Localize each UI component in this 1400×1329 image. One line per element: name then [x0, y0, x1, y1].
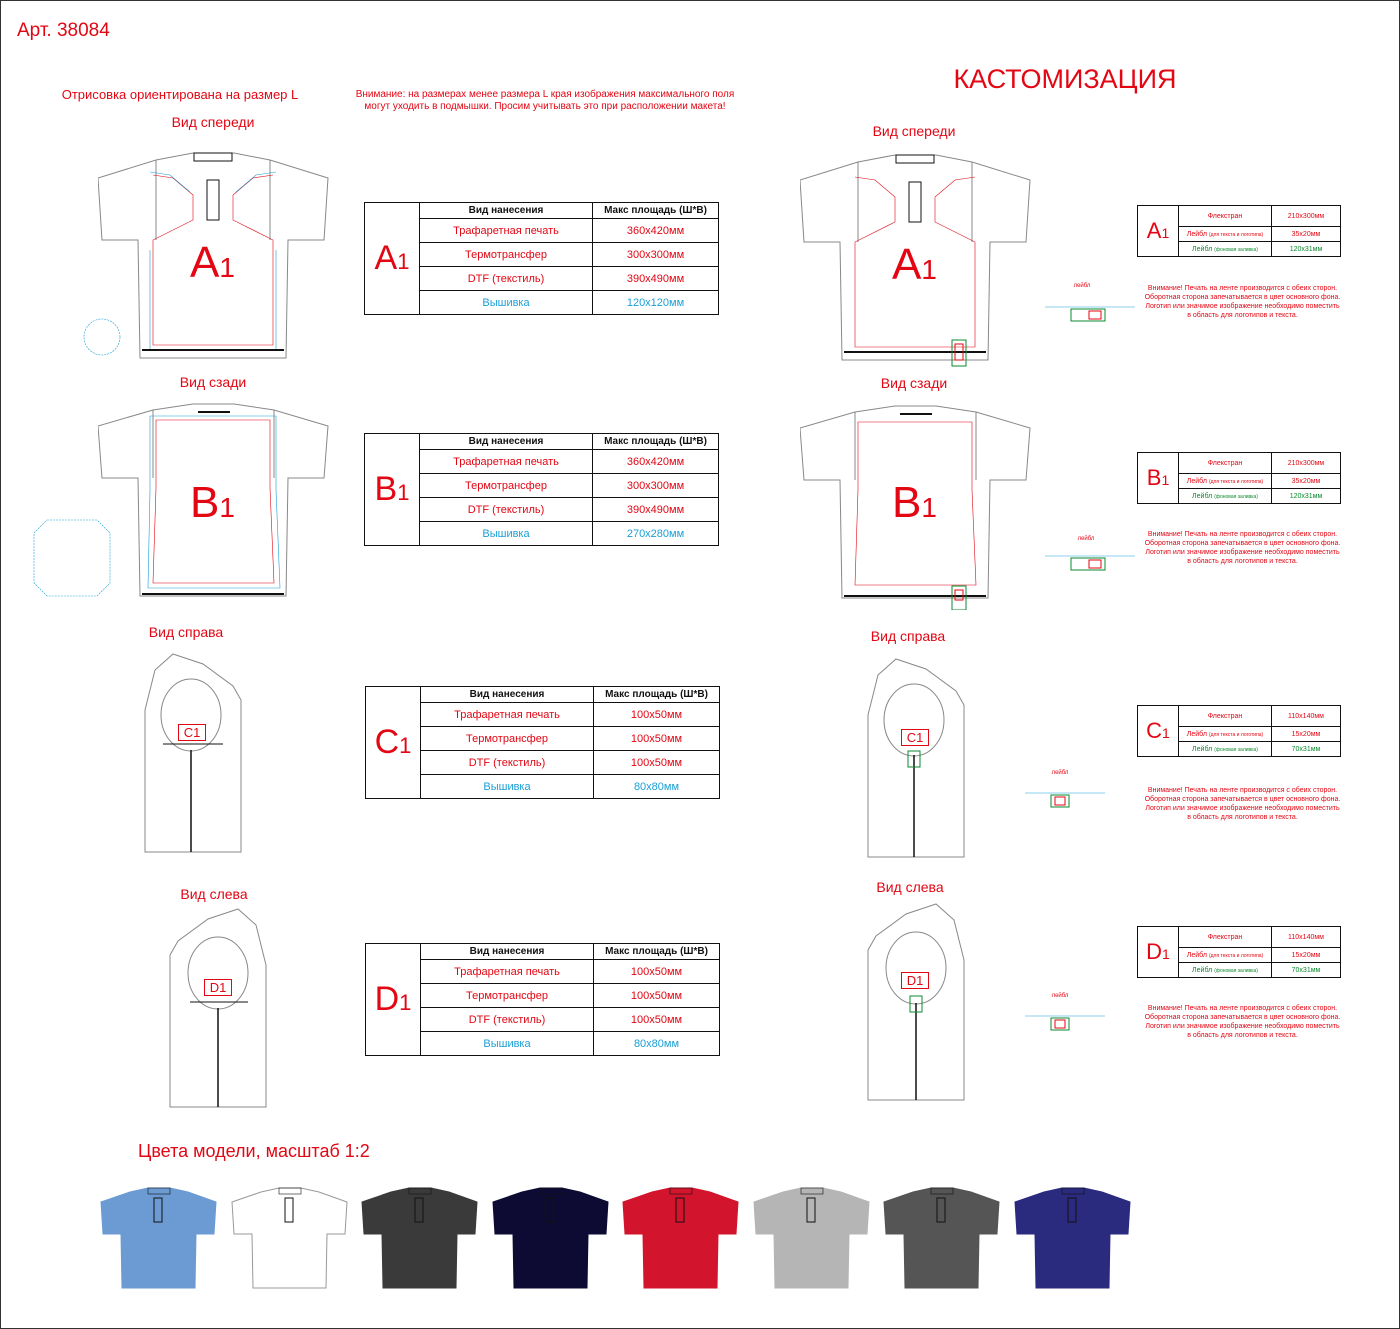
custom-method-flex: Флекстран	[1179, 927, 1272, 948]
col-header-area: Макс площадь (Ш*В)	[593, 203, 719, 219]
col-header-method: Вид нанесения	[420, 203, 593, 219]
area-value: 80x80мм	[594, 1032, 720, 1056]
table-zone-b1-label: B1	[365, 434, 420, 546]
method-dtf: DTF (текстиль)	[420, 498, 593, 522]
custom-area-value: 15x20мм	[1272, 948, 1341, 963]
custom-note-line: Оборотная сторона запечатывается в цвет основного фона.	[1144, 540, 1341, 547]
custom-note-line: в область для логотипов и текста.	[1187, 1032, 1298, 1039]
custom-view-title-front: Вид спереди	[872, 123, 956, 139]
customization-title: КАСТОМИЗАЦИЯ	[953, 64, 1177, 94]
color-swatch-polo	[622, 1186, 740, 1290]
custom-method-label-bg: Лейбл (фоновая заливка)	[1179, 242, 1272, 257]
label-diagram-a	[1045, 295, 1135, 325]
embroidery-sample-shape	[32, 518, 112, 598]
area-value: 100x50мм	[594, 727, 720, 751]
area-value: 100x50мм	[594, 960, 720, 984]
custom-area-value: 110x140мм	[1272, 927, 1341, 948]
custom-table-zone-c1	[1137, 705, 1341, 757]
col-header-area: Макс площадь (Ш*В)	[594, 944, 720, 960]
custom-table-zone-d1	[1137, 926, 1341, 978]
custom-method-label-text: Лейбл (для текста и логотипа)	[1179, 227, 1272, 242]
method-thermo: Термотрансфер	[420, 243, 593, 267]
size-warning-line-1: Внимание: на размерах менее размера L края изображения максимального поля	[355, 89, 735, 100]
color-swatch-polo	[492, 1186, 610, 1290]
custom-table-zone-b1	[1137, 452, 1341, 504]
embroidery-sample-circle	[82, 317, 122, 357]
color-swatch-polo	[100, 1186, 218, 1290]
custom-note-c	[1135, 786, 1350, 822]
method-thermo: Термотрансфер	[421, 984, 594, 1008]
method-screen: Трафаретная печать	[420, 219, 593, 243]
area-value: 100x50мм	[594, 984, 720, 1008]
custom-method-label-bg: Лейбл (фоновая заливка)	[1179, 963, 1272, 978]
custom-note-line: в область для логотипов и текста.	[1187, 814, 1298, 821]
custom-note-line: Логотип или значимое изображение необходимо поместить	[1145, 1023, 1340, 1030]
size-warning-line-2: могут уходить в подмышки. Просим учитывать это при расположении макета!	[364, 101, 726, 112]
label-diagram-b	[1045, 548, 1135, 578]
label-diagram-d	[1025, 1008, 1105, 1038]
custom-note-line: в область для логотипов и текста.	[1187, 558, 1298, 565]
custom-area-value: 15x20мм	[1272, 727, 1341, 742]
area-value: 270x280мм	[593, 522, 719, 546]
method-screen: Трафаретная печать	[420, 450, 593, 474]
custom-zone-label-d1: D1	[901, 972, 929, 989]
zone-label-d1: D1	[204, 979, 232, 996]
area-value: 360x420мм	[593, 219, 719, 243]
area-value: 360x420мм	[593, 450, 719, 474]
method-embroidery: Вышивка	[421, 775, 594, 799]
custom-table-zone-b1-label: B1	[1138, 453, 1179, 504]
method-dtf: DTF (текстиль)	[420, 267, 593, 291]
custom-polo-right-side-drawing	[866, 655, 966, 859]
custom-method-label-text: Лейбл (для текста и логотипа)	[1179, 948, 1272, 963]
method-embroidery: Вышивка	[420, 522, 593, 546]
custom-note-line: в область для логотипов и текста.	[1187, 312, 1298, 319]
custom-table-zone-a1-label: A1	[1138, 206, 1179, 257]
col-header-method: Вид нанесения	[421, 944, 594, 960]
area-value: 120x120мм	[593, 291, 719, 315]
custom-area-value: 120x31мм	[1272, 489, 1341, 504]
col-header-area: Макс площадь (Ш*В)	[593, 434, 719, 450]
custom-zone-label-b1: B1	[892, 478, 937, 527]
color-swatch-polo	[753, 1186, 871, 1290]
label-caption-b: лейбл	[1077, 536, 1095, 542]
custom-note-line: Логотип или значимое изображение необходимо поместить	[1145, 303, 1340, 310]
method-dtf: DTF (текстиль)	[421, 751, 594, 775]
custom-method-label-text: Лейбл (для текста и логотипа)	[1179, 474, 1272, 489]
table-zone-a1-label: A1	[365, 203, 420, 315]
custom-area-value: 70x31мм	[1272, 742, 1341, 757]
custom-method-label-bg: Лейбл (фоновая заливка)	[1179, 489, 1272, 504]
zone-label-b1: B1	[190, 478, 235, 527]
zone-label-a1: A1	[190, 238, 235, 287]
area-value: 100x50мм	[594, 751, 720, 775]
area-value: 80x80мм	[594, 775, 720, 799]
method-embroidery: Вышивка	[420, 291, 593, 315]
custom-note-line: Оборотная сторона запечатывается в цвет основного фона.	[1144, 294, 1341, 301]
table-zone-d1-label: D1	[366, 944, 421, 1056]
size-warning	[340, 89, 750, 113]
col-header-method: Вид нанесения	[420, 434, 593, 450]
custom-polo-left-side-drawing	[866, 900, 966, 1102]
area-value: 390x490мм	[593, 267, 719, 291]
custom-area-value: 210x300мм	[1272, 206, 1341, 227]
label-caption-a: лейбл	[1073, 283, 1091, 289]
label-caption-d: лейбл	[1051, 993, 1069, 999]
custom-note-line: Внимание! Печать на ленте производится с обеих сторон.	[1147, 787, 1338, 794]
color-swatch-polo	[883, 1186, 1001, 1290]
custom-method-label-text: Лейбл (для текста и логотипа)	[1179, 727, 1272, 742]
custom-table-zone-d1-label: D1	[1138, 927, 1179, 978]
custom-area-value: 120x31мм	[1272, 242, 1341, 257]
view-title-left: Вид слева	[180, 886, 248, 902]
colors-title: Цвета модели, масштаб 1:2	[138, 1141, 370, 1161]
custom-view-title-left: Вид слева	[876, 879, 944, 895]
table-zone-c1-label: C1	[366, 687, 421, 799]
custom-note-line: Внимание! Печать на ленте производится с обеих сторон.	[1147, 285, 1338, 292]
color-swatch-polo	[1014, 1186, 1132, 1290]
area-value: 100x50мм	[594, 703, 720, 727]
method-thermo: Термотрансфер	[421, 727, 594, 751]
custom-area-value: 110x140мм	[1272, 706, 1341, 727]
color-swatch-polo	[231, 1186, 349, 1290]
table-zone-a1	[364, 202, 719, 315]
orientation-note: Отрисовка ориентирована на размер L	[61, 87, 299, 102]
table-zone-b1	[364, 433, 719, 546]
custom-area-value: 35x20мм	[1272, 227, 1341, 242]
custom-table-zone-a1	[1137, 205, 1341, 257]
custom-note-line: Логотип или значимое изображение необходимо поместить	[1145, 549, 1340, 556]
custom-note-line: Оборотная сторона запечатывается в цвет основного фона.	[1144, 1014, 1341, 1021]
view-title-right: Вид справа	[148, 624, 224, 640]
custom-note-line: Оборотная сторона запечатывается в цвет основного фона.	[1144, 796, 1341, 803]
custom-area-value: 35x20мм	[1272, 474, 1341, 489]
label-caption-c: лейбл	[1051, 770, 1069, 776]
zone-label-c1: C1	[178, 724, 206, 741]
view-title-back: Вид сзади	[179, 374, 247, 390]
custom-view-title-right: Вид справа	[870, 628, 946, 644]
custom-area-value: 210x300мм	[1272, 453, 1341, 474]
method-dtf: DTF (текстиль)	[421, 1008, 594, 1032]
custom-area-value: 70x31мм	[1272, 963, 1341, 978]
custom-note-d	[1135, 1004, 1350, 1040]
custom-method-flex: Флекстран	[1179, 206, 1272, 227]
area-value: 390x490мм	[593, 498, 719, 522]
col-header-method: Вид нанесения	[421, 687, 594, 703]
method-thermo: Термотрансфер	[420, 474, 593, 498]
table-zone-c1	[365, 686, 720, 799]
custom-table-zone-c1-label: C1	[1138, 706, 1179, 757]
view-title-front: Вид спереди	[171, 114, 255, 130]
col-header-area: Макс площадь (Ш*В)	[594, 687, 720, 703]
custom-zone-label-a1: A1	[892, 240, 937, 289]
method-embroidery: Вышивка	[421, 1032, 594, 1056]
custom-note-line: Внимание! Печать на ленте производится с обеих сторон.	[1147, 531, 1338, 538]
polo-left-side-drawing	[168, 905, 268, 1109]
polo-right-side-drawing	[143, 650, 243, 854]
label-diagram-c	[1025, 785, 1105, 815]
custom-note-a	[1135, 284, 1350, 320]
area-value: 100x50мм	[594, 1008, 720, 1032]
method-screen: Трафаретная печать	[421, 960, 594, 984]
custom-method-label-bg: Лейбл (фоновая заливка)	[1179, 742, 1272, 757]
article-number: Арт. 38084	[17, 20, 110, 41]
custom-note-b	[1135, 530, 1350, 566]
area-value: 300x300мм	[593, 474, 719, 498]
custom-view-title-back: Вид сзади	[880, 375, 948, 391]
table-zone-d1	[365, 943, 720, 1056]
area-value: 300x300мм	[593, 243, 719, 267]
custom-note-line: Логотип или значимое изображение необходимо поместить	[1145, 805, 1340, 812]
custom-method-flex: Флекстран	[1179, 706, 1272, 727]
color-swatch-polo	[361, 1186, 479, 1290]
method-screen: Трафаретная печать	[421, 703, 594, 727]
custom-note-line: Внимание! Печать на ленте производится с обеих сторон.	[1147, 1005, 1338, 1012]
custom-zone-label-c1: C1	[901, 729, 929, 746]
custom-method-flex: Флекстран	[1179, 453, 1272, 474]
